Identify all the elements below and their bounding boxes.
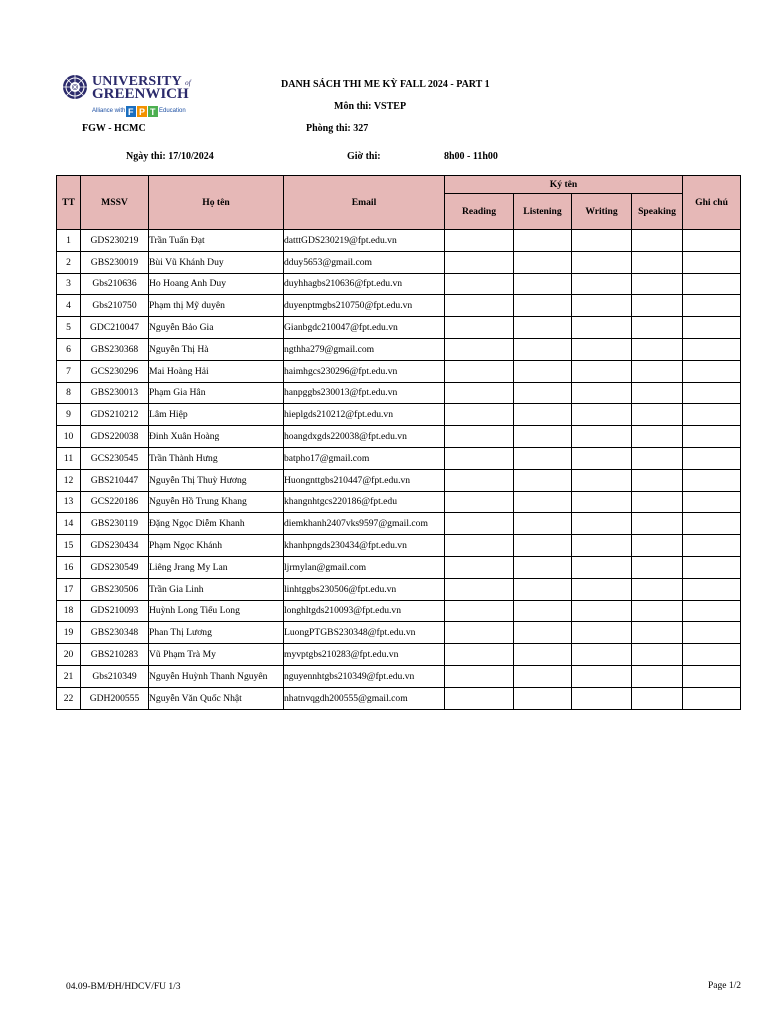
svg-text:F: F	[128, 107, 134, 117]
cell-tt: 8	[57, 382, 81, 404]
cell-reading-signature	[445, 230, 514, 252]
cell-name: Vũ Phạm Trà My	[149, 644, 284, 666]
subject-label: Môn thi: VSTEP	[334, 101, 407, 112]
col-header-name: Họ tên	[149, 176, 284, 230]
cell-speaking-signature	[632, 404, 683, 426]
cell-mssv: GDS210212	[81, 404, 149, 426]
cell-reading-signature	[445, 251, 514, 273]
cell-speaking-signature	[632, 665, 683, 687]
page-number: Page 1/2	[708, 981, 741, 991]
cell-writing-signature	[572, 469, 632, 491]
cell-speaking-signature	[632, 556, 683, 578]
cell-mssv: GDH200555	[81, 687, 149, 709]
table-row	[57, 622, 741, 644]
cell-name: Nguyễn Thị Thuỳ Hương	[149, 469, 284, 491]
cell-email: batpho17@gmail.com	[284, 447, 445, 469]
cell-tt: 5	[57, 317, 81, 339]
cell-speaking-signature	[632, 230, 683, 252]
cell-note	[683, 426, 741, 448]
cell-listening-signature	[514, 230, 572, 252]
cell-listening-signature	[514, 295, 572, 317]
cell-email: duyenptmgbs210750@fpt.edu.vn	[284, 295, 445, 317]
cell-name: Phạm thị Mỹ duyên	[149, 295, 284, 317]
table-row	[57, 295, 741, 317]
cell-tt: 4	[57, 295, 81, 317]
cell-email: ljrmylan@gmail.com	[284, 556, 445, 578]
cell-reading-signature	[445, 644, 514, 666]
svg-text:T: T	[150, 107, 156, 117]
cell-reading-signature	[445, 382, 514, 404]
cell-name: Bùi Vũ Khánh Duy	[149, 251, 284, 273]
cell-mssv: Gbs210750	[81, 295, 149, 317]
cell-listening-signature	[514, 469, 572, 491]
table-row	[57, 665, 741, 687]
cell-email: khangnhtgcs220186@fpt.edu	[284, 491, 445, 513]
cell-tt: 9	[57, 404, 81, 426]
table-row	[57, 469, 741, 491]
cell-email: duyhhagbs210636@fpt.edu.vn	[284, 273, 445, 295]
cell-note	[683, 578, 741, 600]
col-header-listening: Listening	[514, 194, 572, 230]
cell-email: Gianbgdc210047@fpt.edu.vn	[284, 317, 445, 339]
cell-mssv: GDC210047	[81, 317, 149, 339]
cell-speaking-signature	[632, 426, 683, 448]
cell-mssv: GBS230019	[81, 251, 149, 273]
cell-listening-signature	[514, 317, 572, 339]
cell-speaking-signature	[632, 295, 683, 317]
cell-writing-signature	[572, 295, 632, 317]
cell-mssv: Gbs210636	[81, 273, 149, 295]
form-code: 04.09-BM/ĐH/HDCV/FU 1/3	[66, 982, 181, 992]
cell-mssv: GBS230506	[81, 578, 149, 600]
cell-mssv: GBS230013	[81, 382, 149, 404]
cell-name: Nguyễn Thị Hà	[149, 338, 284, 360]
cell-email: hieplgds210212@fpt.edu.vn	[284, 404, 445, 426]
cell-mssv: GCS220186	[81, 491, 149, 513]
cell-writing-signature	[572, 513, 632, 535]
cell-reading-signature	[445, 622, 514, 644]
cell-writing-signature	[572, 382, 632, 404]
cell-reading-signature	[445, 687, 514, 709]
cell-listening-signature	[514, 382, 572, 404]
table-row	[57, 338, 741, 360]
cell-name: Phan Thị Lương	[149, 622, 284, 644]
cell-tt: 1	[57, 230, 81, 252]
cell-reading-signature	[445, 273, 514, 295]
table-row	[57, 382, 741, 404]
cell-name: Phạm Ngọc Khánh	[149, 535, 284, 557]
table-row	[57, 447, 741, 469]
cell-email: LuongPTGBS230348@fpt.edu.vn	[284, 622, 445, 644]
col-header-note: Ghi chú	[683, 176, 741, 230]
university-crest-icon	[62, 74, 88, 100]
cell-reading-signature	[445, 665, 514, 687]
col-header-reading: Reading	[445, 194, 514, 230]
cell-speaking-signature	[632, 578, 683, 600]
cell-mssv: GBS210283	[81, 644, 149, 666]
cell-name: Phạm Gia Hân	[149, 382, 284, 404]
cell-mssv: GBS230119	[81, 513, 149, 535]
cell-tt: 19	[57, 622, 81, 644]
cell-speaking-signature	[632, 687, 683, 709]
cell-tt: 16	[57, 556, 81, 578]
col-header-writing: Writing	[572, 194, 632, 230]
cell-listening-signature	[514, 687, 572, 709]
cell-writing-signature	[572, 273, 632, 295]
logo-alliance-text: Alliance with	[92, 108, 126, 114]
cell-note	[683, 251, 741, 273]
table-row	[57, 578, 741, 600]
cell-tt: 3	[57, 273, 81, 295]
cell-reading-signature	[445, 556, 514, 578]
cell-mssv: GDS230434	[81, 535, 149, 557]
cell-tt: 11	[57, 447, 81, 469]
cell-name: Nguyễn Huỳnh Thanh Nguyên	[149, 665, 284, 687]
cell-note	[683, 644, 741, 666]
cell-tt: 14	[57, 513, 81, 535]
cell-name: Mai Hoàng Hải	[149, 360, 284, 382]
cell-speaking-signature	[632, 535, 683, 557]
cell-listening-signature	[514, 622, 572, 644]
cell-listening-signature	[514, 578, 572, 600]
table-row	[57, 556, 741, 578]
cell-writing-signature	[572, 600, 632, 622]
cell-listening-signature	[514, 273, 572, 295]
cell-tt: 17	[57, 578, 81, 600]
cell-writing-signature	[572, 644, 632, 666]
cell-note	[683, 273, 741, 295]
cell-note	[683, 360, 741, 382]
cell-note	[683, 404, 741, 426]
room-label: Phòng thi: 327	[306, 123, 369, 134]
cell-speaking-signature	[632, 273, 683, 295]
cell-speaking-signature	[632, 644, 683, 666]
cell-tt: 20	[57, 644, 81, 666]
cell-speaking-signature	[632, 600, 683, 622]
table-row	[57, 491, 741, 513]
cell-name: Trần Thành Hưng	[149, 447, 284, 469]
cell-tt: 7	[57, 360, 81, 382]
cell-note	[683, 600, 741, 622]
cell-reading-signature	[445, 513, 514, 535]
cell-note	[683, 535, 741, 557]
cell-writing-signature	[572, 317, 632, 339]
cell-mssv: GBS230348	[81, 622, 149, 644]
cell-speaking-signature	[632, 317, 683, 339]
cell-email: haimhgcs230296@fpt.edu.vn	[284, 360, 445, 382]
cell-mssv: GDS220038	[81, 426, 149, 448]
table-row	[57, 600, 741, 622]
cell-mssv: GDS210093	[81, 600, 149, 622]
cell-speaking-signature	[632, 447, 683, 469]
cell-note	[683, 295, 741, 317]
cell-mssv: Gbs210349	[81, 665, 149, 687]
cell-tt: 15	[57, 535, 81, 557]
cell-note	[683, 447, 741, 469]
cell-name: Trần Gia Linh	[149, 578, 284, 600]
cell-name: Trần Tuấn Đạt	[149, 230, 284, 252]
cell-reading-signature	[445, 338, 514, 360]
table-row	[57, 360, 741, 382]
logo-education-text: Education	[159, 108, 186, 114]
cell-mssv: GBS230368	[81, 338, 149, 360]
cell-note	[683, 556, 741, 578]
cell-reading-signature	[445, 535, 514, 557]
cell-note	[683, 513, 741, 535]
cell-note	[683, 338, 741, 360]
cell-speaking-signature	[632, 622, 683, 644]
cell-note	[683, 491, 741, 513]
cell-note	[683, 317, 741, 339]
cell-writing-signature	[572, 230, 632, 252]
cell-reading-signature	[445, 578, 514, 600]
cell-writing-signature	[572, 665, 632, 687]
cell-name: Đinh Xuân Hoàng	[149, 426, 284, 448]
col-header-signature: Ký tên	[445, 176, 683, 194]
cell-mssv: GDS230549	[81, 556, 149, 578]
table-row	[57, 404, 741, 426]
cell-listening-signature	[514, 600, 572, 622]
cell-speaking-signature	[632, 251, 683, 273]
col-header-mssv: MSSV	[81, 176, 149, 230]
cell-writing-signature	[572, 447, 632, 469]
logo-line-greenwich: GREENWICH	[92, 86, 189, 102]
cell-email: diemkhanh2407vks9597@gmail.com	[284, 513, 445, 535]
cell-writing-signature	[572, 491, 632, 513]
cell-tt: 21	[57, 665, 81, 687]
cell-writing-signature	[572, 556, 632, 578]
cell-listening-signature	[514, 447, 572, 469]
cell-reading-signature	[445, 491, 514, 513]
cell-email: nguyennhtgbs210349@fpt.edu.vn	[284, 665, 445, 687]
cell-name: Nguyễn Văn Quốc Nhật	[149, 687, 284, 709]
cell-name: Nguyễn Hồ Trung Khang	[149, 491, 284, 513]
cell-note	[683, 230, 741, 252]
cell-reading-signature	[445, 317, 514, 339]
cell-listening-signature	[514, 360, 572, 382]
exam-attendance-table	[56, 175, 741, 710]
fpt-logo-icon	[126, 106, 158, 117]
cell-writing-signature	[572, 578, 632, 600]
cell-email: nhatnvqgdh200555@gmail.com	[284, 687, 445, 709]
cell-writing-signature	[572, 426, 632, 448]
cell-tt: 12	[57, 469, 81, 491]
table-row	[57, 687, 741, 709]
cell-writing-signature	[572, 338, 632, 360]
document-title: DANH SÁCH THI ME KỲ FALL 2024 - PART 1	[281, 79, 490, 90]
campus-label: FGW - HCMC	[82, 123, 146, 134]
cell-speaking-signature	[632, 382, 683, 404]
cell-email: ngthha279@gmail.com	[284, 338, 445, 360]
cell-writing-signature	[572, 360, 632, 382]
cell-speaking-signature	[632, 469, 683, 491]
cell-name: Đặng Ngọc Diễm Khanh	[149, 513, 284, 535]
cell-writing-signature	[572, 535, 632, 557]
cell-listening-signature	[514, 556, 572, 578]
cell-tt: 18	[57, 600, 81, 622]
cell-name: Nguyễn Bảo Gia	[149, 317, 284, 339]
cell-speaking-signature	[632, 360, 683, 382]
cell-tt: 10	[57, 426, 81, 448]
exam-date: Ngày thi: 17/10/2024	[126, 151, 214, 162]
cell-mssv: GCS230296	[81, 360, 149, 382]
cell-note	[683, 622, 741, 644]
cell-listening-signature	[514, 491, 572, 513]
cell-email: khanhpngds230434@fpt.edu.vn	[284, 535, 445, 557]
col-header-email: Email	[284, 176, 445, 230]
cell-speaking-signature	[632, 491, 683, 513]
cell-writing-signature	[572, 687, 632, 709]
table-row	[57, 317, 741, 339]
cell-writing-signature	[572, 251, 632, 273]
cell-mssv: GBS210447	[81, 469, 149, 491]
cell-listening-signature	[514, 404, 572, 426]
cell-reading-signature	[445, 600, 514, 622]
cell-speaking-signature	[632, 513, 683, 535]
cell-listening-signature	[514, 426, 572, 448]
cell-writing-signature	[572, 404, 632, 426]
cell-email: hoangdxgds220038@fpt.edu.vn	[284, 426, 445, 448]
cell-note	[683, 665, 741, 687]
table-row	[57, 426, 741, 448]
cell-mssv: GCS230545	[81, 447, 149, 469]
table-row	[57, 513, 741, 535]
cell-email: hanpggbs230013@fpt.edu.vn	[284, 382, 445, 404]
cell-writing-signature	[572, 622, 632, 644]
cell-reading-signature	[445, 469, 514, 491]
cell-email: Huongnttgbs210447@fpt.edu.vn	[284, 469, 445, 491]
cell-tt: 2	[57, 251, 81, 273]
table-row	[57, 644, 741, 666]
cell-name: Lâm Hiệp	[149, 404, 284, 426]
cell-tt: 13	[57, 491, 81, 513]
cell-listening-signature	[514, 535, 572, 557]
cell-name: Ho Hoang Anh Duy	[149, 273, 284, 295]
cell-email: dduy5653@gmail.com	[284, 251, 445, 273]
col-header-tt: TT	[57, 176, 81, 230]
svg-text:P: P	[139, 107, 146, 117]
cell-email: linhtggbs230506@fpt.edu.vn	[284, 578, 445, 600]
logo-line-university: UNIVERSITY of	[92, 74, 191, 89]
cell-email: myvptgbs210283@fpt.edu.vn	[284, 644, 445, 666]
cell-note	[683, 469, 741, 491]
cell-tt: 6	[57, 338, 81, 360]
cell-reading-signature	[445, 295, 514, 317]
exam-time-label: Giờ thi:	[347, 151, 381, 162]
cell-name: Liêng Jrang My Lan	[149, 556, 284, 578]
cell-listening-signature	[514, 513, 572, 535]
table-body	[57, 230, 741, 710]
cell-reading-signature	[445, 426, 514, 448]
cell-name: Huỳnh Long Tiểu Long	[149, 600, 284, 622]
table-row	[57, 535, 741, 557]
university-logo	[62, 72, 192, 124]
cell-listening-signature	[514, 665, 572, 687]
cell-listening-signature	[514, 338, 572, 360]
cell-email: longhltgds210093@fpt.edu.vn	[284, 600, 445, 622]
table-row	[57, 273, 741, 295]
col-header-speaking: Speaking	[632, 194, 683, 230]
cell-reading-signature	[445, 404, 514, 426]
cell-tt: 22	[57, 687, 81, 709]
exam-time-value: 8h00 - 11h00	[444, 151, 498, 162]
cell-mssv: GDS230219	[81, 230, 149, 252]
cell-speaking-signature	[632, 338, 683, 360]
cell-note	[683, 382, 741, 404]
cell-reading-signature	[445, 360, 514, 382]
table-row	[57, 251, 741, 273]
cell-listening-signature	[514, 251, 572, 273]
cell-reading-signature	[445, 447, 514, 469]
cell-email: datttGDS230219@fpt.edu.vn	[284, 230, 445, 252]
cell-note	[683, 687, 741, 709]
cell-listening-signature	[514, 644, 572, 666]
table-row	[57, 230, 741, 252]
